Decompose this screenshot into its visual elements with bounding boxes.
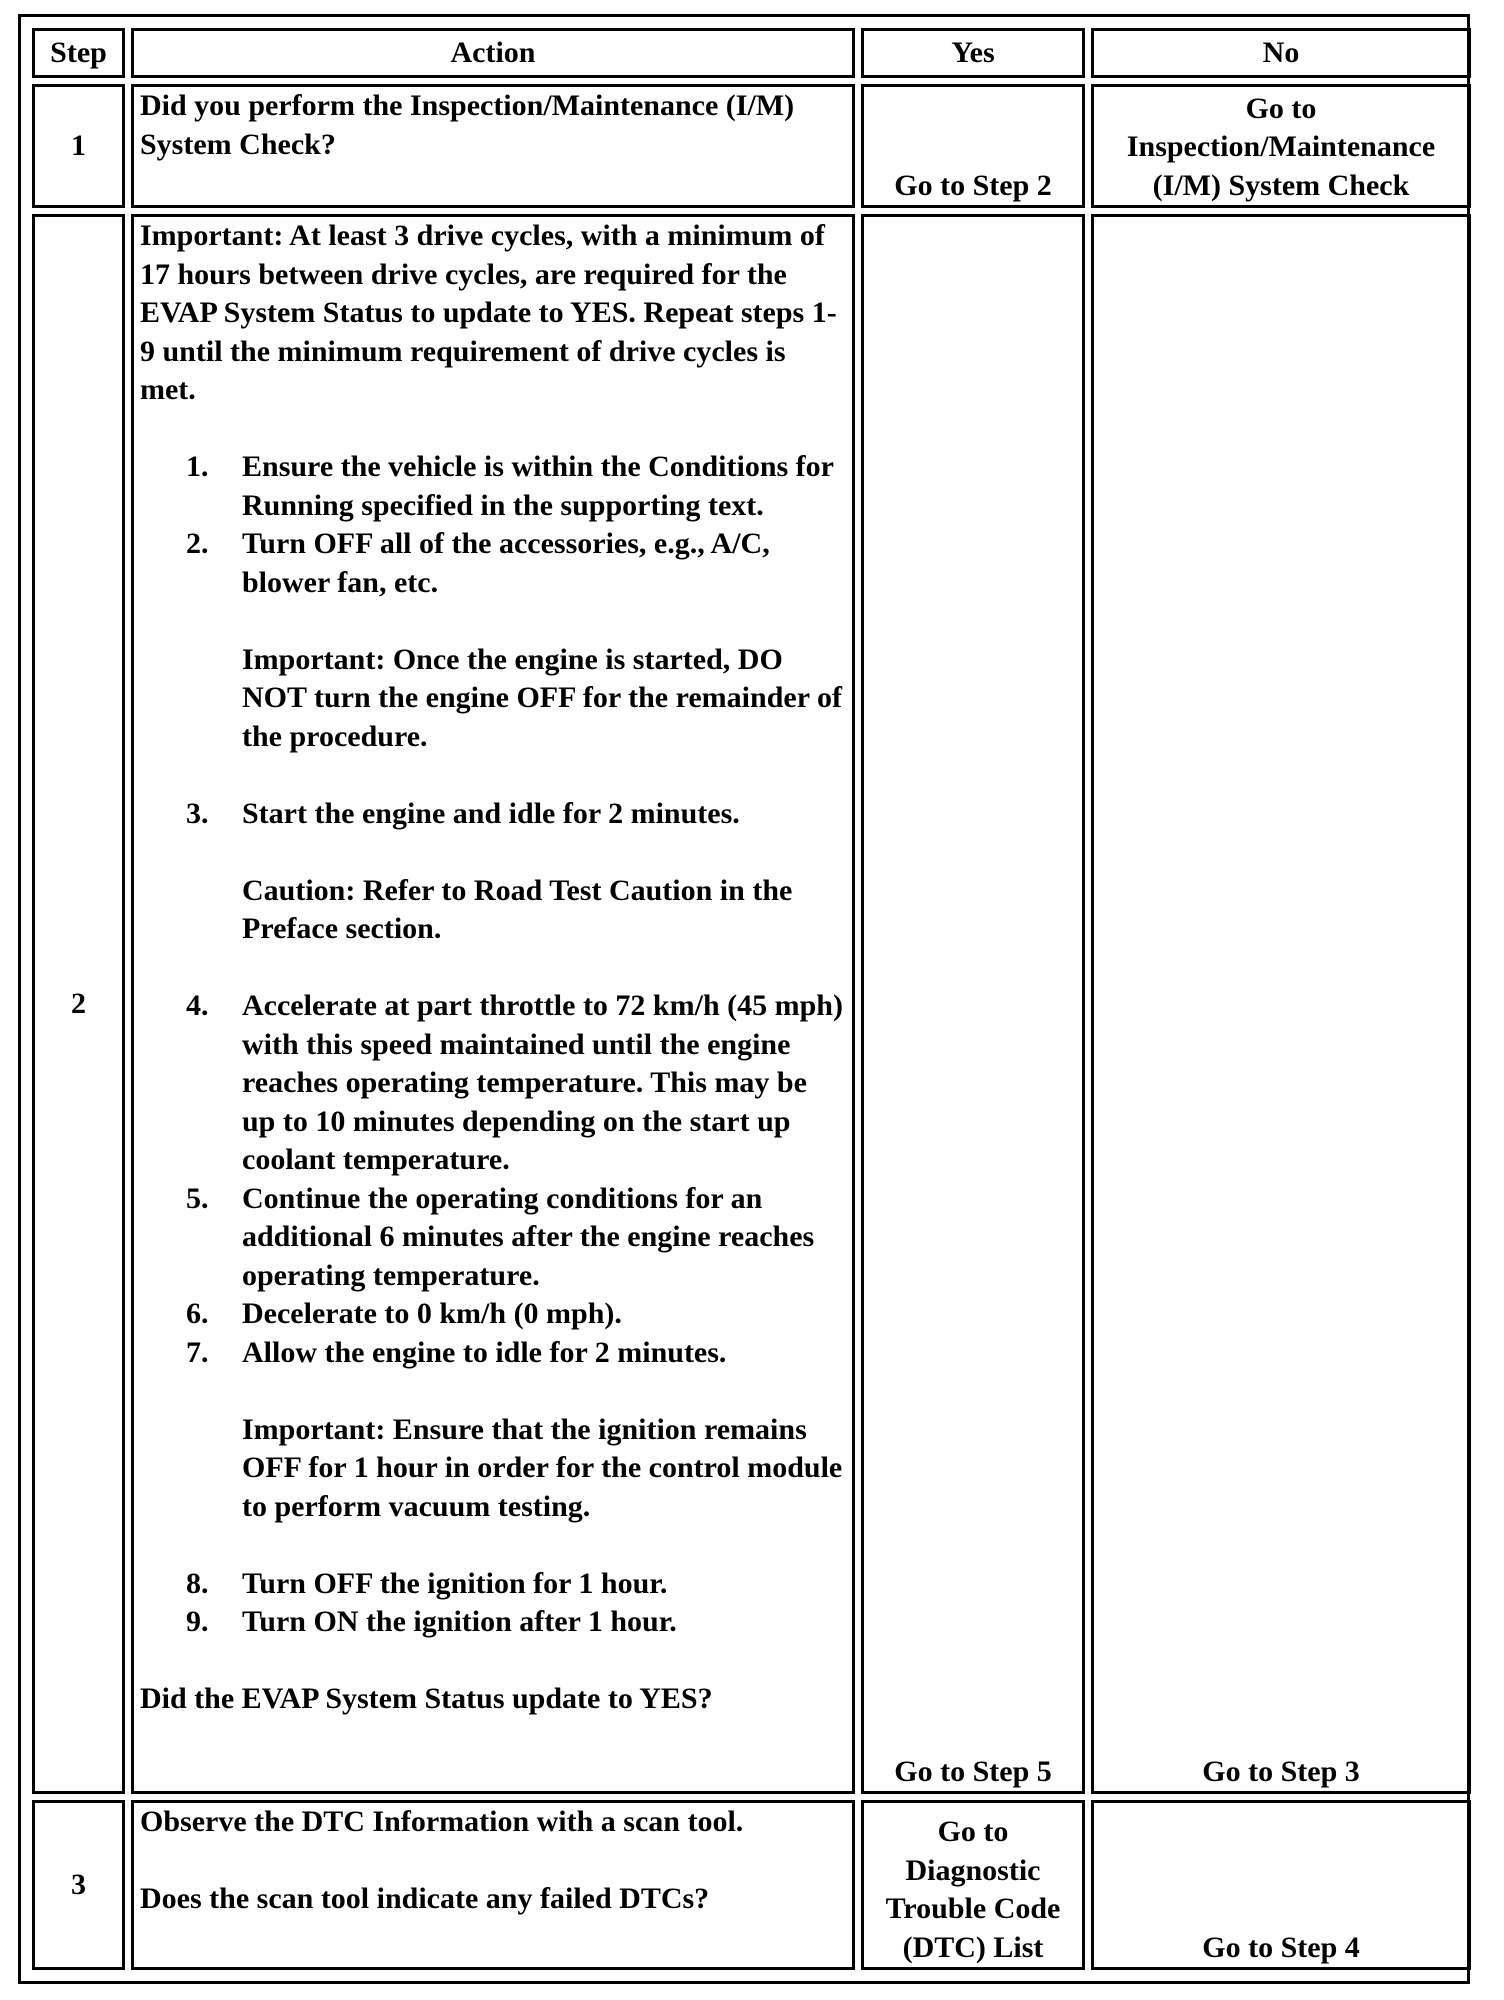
header-action: Action — [131, 28, 855, 78]
header-yes: Yes — [861, 28, 1085, 78]
action-cell — [131, 1800, 855, 1970]
question-text: Does the scan tool indicate any failed DTCs? — [140, 1882, 710, 1915]
list-item — [140, 1565, 846, 1604]
list-number: 6. — [186, 1297, 209, 1330]
procedure-list — [140, 448, 846, 1642]
list-text: Turn OFF the ignition for 1 hour. — [242, 1566, 668, 1600]
list-number: 1. — [186, 450, 209, 483]
list-number: 2. — [186, 527, 209, 560]
list-text: Continue the operating conditions for an additional 6 minutes after the engine reaches operating temperature. — [242, 1181, 815, 1292]
list-text: Decelerate to 0 km/h (0 mph). — [242, 1297, 622, 1330]
list-item — [140, 1334, 846, 1527]
header-row — [32, 28, 1471, 78]
header-no: No — [1091, 28, 1471, 78]
action-cell — [131, 214, 855, 1794]
important-note: Important: Once the engine is started, DO NOT turn the engine OFF for the remainder of the procedure. — [242, 642, 842, 753]
no-result: Go to Step 3 — [1091, 214, 1471, 1794]
important-note: Important: Ensure that the ignition remains OFF for 1 hour in order for the control module to perform vacuum testing. — [242, 1412, 843, 1523]
list-text: Turn OFF all of the accessories, e.g., A/C, blower fan, etc. — [242, 527, 770, 599]
step-number: 3 — [32, 1800, 125, 1970]
table-row-step-1 — [32, 84, 1471, 208]
table-row-step-2 — [32, 214, 1471, 1794]
list-number: 4. — [186, 989, 209, 1022]
list-number: 5. — [186, 1181, 209, 1215]
list-item — [140, 448, 846, 525]
action-text: Observe the DTC Information with a scan tool. — [140, 1805, 744, 1838]
yes-result: Go to Step 5 — [861, 214, 1085, 1794]
table-row-step-3 — [32, 1800, 1471, 1970]
yes-result: Go to Diagnostic Trouble Code (DTC) List — [861, 1800, 1085, 1970]
list-text: Accelerate at part throttle to 72 km/h (45 mph) with this speed maintained until the engine reaches operating temperature. This may be up to 10 minutes depending on the start up coolant temperature. — [242, 989, 843, 1176]
list-number: 9. — [186, 1605, 209, 1638]
no-result: Go to Inspection/Maintenance (I/M) System Check — [1091, 84, 1471, 208]
list-text: Turn ON the ignition after 1 hour. — [242, 1605, 677, 1638]
no-result: Go to Step 4 — [1091, 1800, 1471, 1970]
list-item — [140, 1295, 846, 1334]
list-item — [140, 795, 846, 949]
list-number: 3. — [186, 796, 209, 830]
diagnostic-table — [26, 22, 1477, 1976]
action-text: Did you perform the Inspection/Maintenance (I/M) System Check? — [131, 84, 855, 208]
list-item — [140, 525, 846, 756]
list-text: Ensure the vehicle is within the Conditions for Running specified in the supporting text. — [242, 450, 834, 522]
list-number: 8. — [186, 1566, 209, 1600]
important-intro: Important: At least 3 drive cycles, with a minimum of 17 hours between drive cycles, are required for the EVAP System Status to update to YES. Repeat steps 1-9 until the minimum requirement of drive cycles is met. — [140, 219, 837, 406]
list-text: Start the engine and idle for 2 minutes. — [242, 796, 740, 830]
list-number: 7. — [186, 1335, 209, 1369]
step-number: 2 — [32, 214, 125, 1794]
yes-result: Go to Step 2 — [861, 84, 1085, 208]
step-number: 1 — [32, 84, 125, 208]
list-text: Allow the engine to idle for 2 minutes. — [242, 1335, 727, 1369]
list-item — [140, 987, 846, 1180]
diagnostic-procedure-document — [18, 14, 1470, 1984]
header-step: Step — [32, 28, 125, 78]
question-text: Did the EVAP System Status update to YES? — [140, 1682, 713, 1715]
list-item — [140, 1603, 846, 1642]
list-item — [140, 1180, 846, 1296]
caution-note: Caution: Refer to Road Test Caution in the Preface section. — [242, 873, 793, 945]
